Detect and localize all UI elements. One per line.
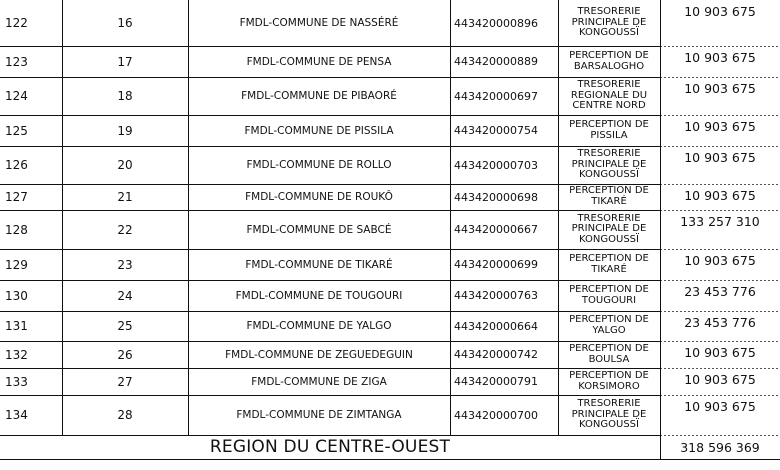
row-number: 17	[117, 54, 133, 69]
amount: 10 903 675	[684, 253, 756, 268]
treasury-office	[558, 395, 660, 435]
amount: 10 903 675	[684, 399, 756, 414]
treasury-line: BOULSA	[588, 353, 630, 365]
treasury-line: PRINCIPALE DE	[571, 408, 647, 420]
row-index: 133	[5, 374, 28, 389]
treasury-office	[558, 146, 660, 184]
amount: 10 903 675	[684, 50, 756, 65]
treasury-office	[558, 210, 660, 249]
treasury-line: TRESORERIE	[577, 6, 641, 18]
row-divider	[0, 341, 660, 342]
amount: 10 903 675	[684, 81, 756, 96]
commune-name: FMDL-COMMUNE DE ROUKÔ	[245, 191, 393, 203]
row-number: 20	[117, 158, 133, 172]
row-divider	[0, 77, 660, 78]
row-number: 27	[117, 374, 133, 389]
row-divider	[0, 435, 660, 436]
commune-name: FMDL-COMMUNE DE NASSÉRÉ	[239, 17, 399, 29]
amount-divider	[660, 341, 780, 342]
row-number: 23	[117, 257, 133, 272]
region-total: 318 596 369	[680, 439, 760, 455]
commune-name: FMDL-COMMUNE DE ZIMTANGA	[236, 409, 402, 421]
treasury-line: TRESORERIE	[577, 79, 641, 91]
table-row	[0, 368, 780, 395]
table-row	[0, 280, 780, 311]
amount-divider	[660, 249, 780, 250]
row-index: 128	[5, 222, 28, 237]
row-number: 26	[117, 347, 133, 362]
account-number: 443420000667	[454, 223, 538, 236]
row-divider	[0, 280, 660, 281]
treasury-line: TRESORERIE	[577, 212, 641, 224]
treasury-office	[558, 368, 660, 395]
commune-name: FMDL-COMMUNE DE TOUGOURI	[235, 289, 403, 302]
treasury-line: PERCEPTION DE	[569, 314, 649, 326]
amount: 10 903 675	[684, 4, 756, 19]
amount-divider	[660, 311, 780, 312]
account-number: 443420000700	[454, 408, 538, 422]
column-divider	[188, 0, 189, 435]
account-number: 443420000703	[454, 158, 538, 172]
row-divider	[0, 146, 660, 147]
account-number: 443420000763	[454, 289, 538, 302]
row-index: 124	[5, 89, 28, 103]
table-row	[0, 0, 780, 46]
row-index: 134	[5, 408, 28, 422]
table-row	[0, 311, 780, 341]
row-number: 28	[117, 408, 133, 422]
treasury-line: KONGOUSSÏ	[579, 233, 639, 245]
treasury-line: PERCEPTION DE	[569, 342, 649, 354]
region-divider	[0, 459, 780, 460]
amount: 10 903 675	[684, 372, 756, 387]
commune-name: FMDL-COMMUNE DE SABCÉ	[246, 223, 392, 236]
treasury-line: KONGOUSSÏ	[579, 419, 639, 431]
treasury-line: TRESORERIE	[577, 398, 641, 410]
amount-divider	[660, 115, 780, 116]
commune-name: FMDL-COMMUNE DE ROLLO	[246, 159, 392, 171]
amount: 10 903 675	[684, 119, 756, 134]
table-row	[0, 115, 780, 146]
treasury-office	[558, 0, 660, 46]
table-row	[0, 210, 780, 249]
amount: 133 257 310	[680, 214, 760, 229]
treasury-line: PERCEPTION DE	[569, 118, 649, 130]
treasury-office	[558, 280, 660, 311]
commune-name: FMDL-COMMUNE DE ZIGA	[251, 375, 387, 388]
row-number: 16	[117, 16, 133, 30]
treasury-office	[558, 115, 660, 146]
column-divider	[660, 0, 661, 460]
treasury-office	[558, 77, 660, 115]
treasury-line: TOUGOURI	[581, 294, 637, 306]
treasury-line: KORSIMORO	[578, 380, 640, 392]
row-number: 24	[117, 288, 133, 303]
commune-name: FMDL-COMMUNE DE PENSA	[246, 55, 392, 68]
amount-divider	[660, 146, 780, 147]
row-number: 18	[117, 89, 133, 103]
column-divider	[62, 0, 63, 435]
account-number: 443420000697	[454, 89, 538, 103]
amount-divider	[660, 280, 780, 281]
treasury-line: YALGO	[592, 325, 626, 336]
account-number: 443420000698	[454, 190, 538, 204]
row-number: 25	[117, 319, 133, 333]
treasury-line: PRINCIPALE DE	[571, 158, 647, 170]
amount: 23 453 776	[684, 284, 756, 299]
row-divider	[0, 210, 660, 211]
row-divider	[0, 368, 660, 369]
account-number: 443420000791	[454, 375, 538, 388]
row-index: 123	[5, 54, 28, 69]
table-row	[0, 184, 780, 210]
row-divider	[0, 46, 660, 47]
amount-divider	[660, 46, 780, 47]
row-index: 130	[5, 288, 28, 303]
treasury-line: KONGOUSSÏ	[579, 27, 639, 39]
amount-divider	[660, 368, 780, 369]
row-index: 132	[5, 347, 28, 362]
row-index: 127	[5, 190, 28, 204]
commune-name: FMDL-COMMUNE DE YALGO	[246, 320, 392, 332]
row-divider	[0, 311, 660, 312]
treasury-office	[558, 249, 660, 280]
row-divider	[0, 184, 660, 185]
commune-name: FMDL-COMMUNE DE PISSILA	[244, 124, 394, 137]
amount: 10 903 675	[684, 345, 756, 360]
account-number: 443420000742	[454, 348, 538, 361]
amount-divider	[660, 77, 780, 78]
treasury-line: TIKARÉ	[591, 263, 627, 275]
row-divider	[0, 115, 660, 116]
row-index: 125	[5, 123, 28, 138]
commune-name: FMDL-COMMUNE DE TIKARÉ	[245, 258, 393, 271]
treasury-line: PERCEPTION DE	[569, 252, 649, 264]
treasury-line: CENTRE NORD	[572, 100, 646, 112]
treasury-line: TIKARÉ	[591, 196, 627, 207]
table-row	[0, 341, 780, 368]
row-number: 21	[117, 190, 133, 204]
treasury-line: PERCEPTION DE	[569, 49, 649, 61]
commune-name: FMDL-COMMUNE DE PIBAORÉ	[241, 90, 397, 102]
row-divider	[0, 395, 660, 396]
amount: 10 903 675	[684, 188, 756, 203]
row-divider	[0, 249, 660, 250]
row-number: 19	[117, 123, 133, 138]
table-row	[0, 146, 780, 184]
amount-divider	[660, 435, 780, 436]
commune-name: FMDL-COMMUNE DE ZEGUEDEGUIN	[225, 348, 413, 361]
treasury-line: PERCEPTION DE	[569, 369, 649, 381]
treasury-line: PRINCIPALE DE	[571, 16, 647, 28]
treasury-line: PERCEPTION DE	[569, 185, 649, 197]
treasury-line: TRESORERIE	[577, 148, 641, 160]
account-number: 443420000754	[454, 124, 538, 137]
row-index: 129	[5, 257, 28, 272]
amount-divider	[660, 184, 780, 185]
row-number: 22	[117, 222, 133, 237]
treasury-line: PERCEPTION DE	[569, 283, 649, 295]
treasury-office	[558, 46, 660, 77]
column-divider	[450, 0, 451, 435]
treasury-office	[558, 184, 660, 210]
treasury-line: PISSILA	[590, 129, 628, 141]
amount-divider	[660, 395, 780, 396]
row-index: 131	[5, 319, 28, 333]
treasury-line: PRINCIPALE DE	[571, 223, 647, 235]
table-row	[0, 249, 780, 280]
row-index: 122	[5, 16, 28, 30]
treasury-office	[558, 341, 660, 368]
treasury-office	[558, 311, 660, 341]
treasury-line: REGIONALE DU	[570, 89, 648, 101]
account-number: 443420000889	[454, 55, 538, 68]
treasury-line: BARSALOGHO	[573, 60, 645, 72]
amount-divider	[660, 210, 780, 211]
amount: 23 453 776	[684, 315, 756, 330]
treasury-line: KONGOUSSÏ	[579, 169, 639, 181]
account-number: 443420000896	[454, 16, 538, 30]
row-index: 126	[5, 158, 28, 172]
table-row	[0, 395, 780, 435]
account-number: 443420000699	[454, 258, 538, 271]
table-row	[0, 46, 780, 77]
account-number: 443420000664	[454, 319, 538, 333]
amount: 10 903 675	[684, 150, 756, 165]
table-row	[0, 77, 780, 115]
column-divider	[558, 0, 559, 435]
region-title: REGION DU CENTRE-OUEST	[209, 437, 451, 457]
